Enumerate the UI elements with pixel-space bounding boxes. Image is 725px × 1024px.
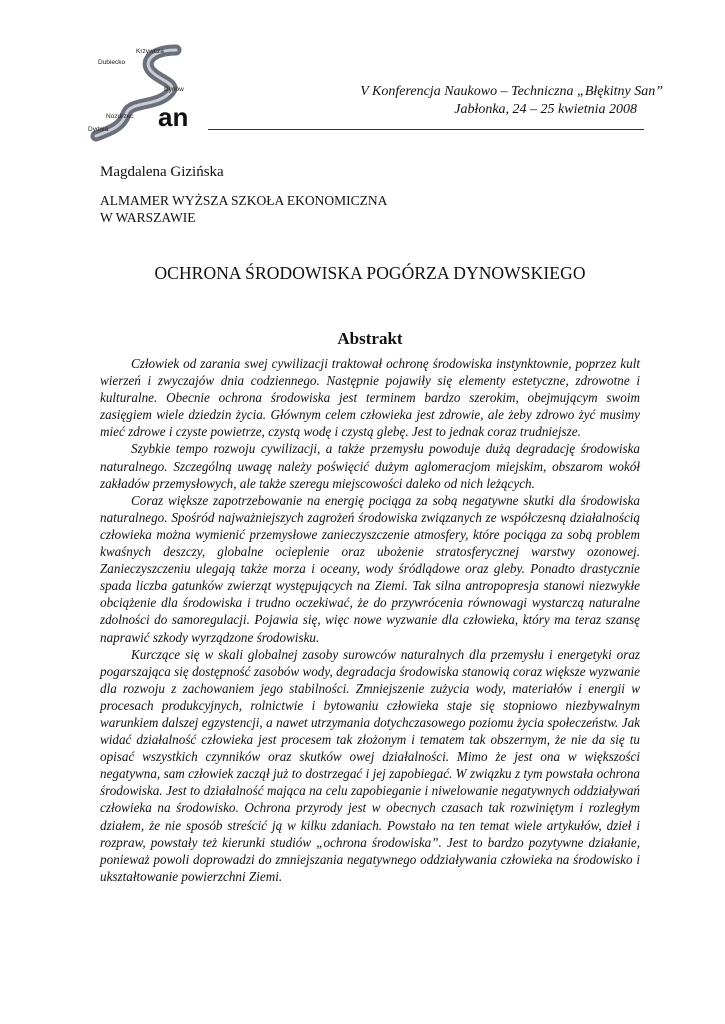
abstract-heading: Abstrakt bbox=[337, 329, 403, 348]
logo-place-label: Nozdrzec bbox=[106, 113, 134, 120]
logo-wordmark: an bbox=[158, 102, 189, 132]
author-affiliation bbox=[100, 192, 387, 226]
abstract-paragraph: Szybkie tempo rozwoju cywilizacji, a także przemysłu powoduje dużą degradację środowiska naturalnego. Szczególną uwagę należy poświęcić dużym aglomeracjom miejskim, obszarom wokół zakładów przemysłowych, ale także szeregu miejscowości daleko od nich leżących. bbox=[100, 441, 640, 491]
header-rule bbox=[208, 129, 644, 130]
author-name: Magdalena Gizińska bbox=[100, 164, 224, 180]
logo-place-label: Dynów bbox=[164, 86, 184, 93]
logo-place-label: Dydnia bbox=[88, 126, 109, 133]
conference-name: V Konferencja Naukowo – Techniczna „Błękitny San” bbox=[360, 84, 663, 99]
abstract-paragraph: Kurczące się w skali globalnej zasoby surowców naturalnych dla przemysłu i energetyki oraz pogarszająca się dostępność zasobów wody, degradacja środowiska stanowią coraz większe wyzwanie dla rozwoju z zachowaniem jego stabilności. Zmniejszenie zużycia wody, materiałów i energii w procesach produkcyjnych, rolnictwie i bytowaniu człowieka staje się stopniowo niezbywalnym warunkiem dalszej egzystencji, a nawet utrzymania dotychczasowego poziomu życia społeczeństw. Jak widać działalność człowieka jest procesem tak złożonym i tematem tak obszernym, że nie da się tu opisać wszystkich czynników oraz skutków owej działalności. Mimo że jest ona w większości negatywna, sam człowiek zaczął już to dostrzegać i jej zapobiegać. W związku z tym powstała ochrona środowiska. Jest to działalność mająca na celu zapobieganie i niwelowanie negatywnych oddziaływań człowieka na środowisko. Ochrona przyrody jest w obecnych czasach tak rozwiniętym i rozległym działem, że nie sposób streścić ją w kilku zdaniach. Powstało na ten temat wiele artykułów, dzieł i rozpraw, powstały też kierunki studiów „ochrona środowiska”. Jest to bardzo pozytywne działanie, ponieważ powoli doprowadzi do zmniejszania negatywnego oddziaływania człowieka na środowisko i ukształtowanie powierzchni Ziemi. bbox=[100, 646, 640, 884]
conference-logo bbox=[82, 44, 212, 144]
abstract-body bbox=[100, 355, 640, 885]
logo-place-label: Krzywcza bbox=[136, 48, 164, 55]
logo-place-label: Dubiecko bbox=[98, 59, 126, 66]
affiliation-line: W WARSZAWIE bbox=[100, 210, 196, 225]
paper-title: OCHRONA ŚRODOWISKA POGÓRZA DYNOWSKIEGO bbox=[154, 263, 586, 283]
conference-header bbox=[334, 83, 663, 119]
affiliation-line: ALMAMER WYŻSZA SZKOŁA EKONOMICZNA bbox=[100, 193, 388, 208]
san-river-logo-graphic bbox=[82, 44, 212, 144]
abstract-paragraph: Coraz większe zapotrzebowanie na energię pociąga za sobą negatywne skutki dla środowiska naturalnego. Spośród najważniejszych zagrożeń środowiska związanych ze współczesną działalnością człowieka można wymienić przemysłowe zanieczyszczenie atmosfery, które pociąga za sobą problem kwaśnych deszczy, globalne ocieplenie oraz ubożenie stratosferycznej warstwy ozonowej. Zanieczyszczeniu ulegają także morza i oceany, wody śródlądowe oraz gleby. Ponadto drastycznie spada liczba gatunków zwierząt występujących na Ziemi. Tak silna antropopresja stanowi niezwykłe obciążenie dla środowiska i trudno oczekiwać, że do przywrócenia równowagi wystarczą naturalne zdolności do samoregulacji. Pojawia się, więc nowe wyzwanie dla człowieka, który ma teraz szansę naprawić szkody wyrządzone środowisku. bbox=[100, 492, 640, 645]
conference-place-date: Jabłonka, 24 – 25 kwietnia 2008 bbox=[454, 102, 637, 117]
abstract-paragraph: Człowiek od zarania swej cywilizacji traktował ochronę środowiska instynktownie, poprzez kult wierzeń i zwyczajów dnia codziennego. Następnie pojawiły się elementy estetyczne, zdrowotne i kulturalne. Obecnie ochrona środowiska jest terminem bardzo szerokim, obejmującym swoim zasięgiem wiele dziedzin życia. Głównym celem człowieka jest zdrowie, ale żeby zdrowo żyć musimy mieć zdrowe i czyste powietrze, czystą wodę i czystą glebę. Jest to jednak coraz trudniejsze. bbox=[100, 356, 640, 440]
